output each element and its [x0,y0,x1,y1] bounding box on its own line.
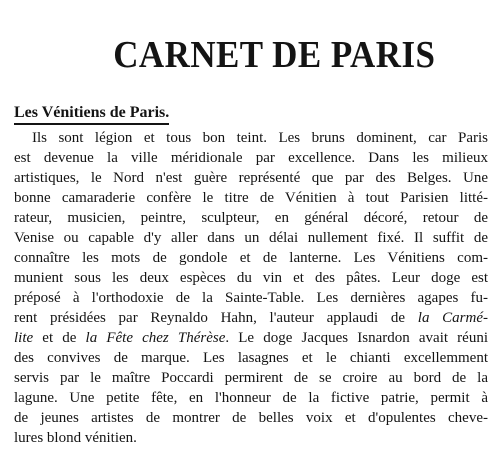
paragraph-line: artistiques, le Nord n'est guère représenté que par des Belges. Une [14,170,488,186]
paragraph-line: Ils sont légion et tous bon teint. Les bruns dominent, car Paris [32,130,488,146]
paragraph-line: préposé à l'orthodoxie de la Sainte-Table. Les dernières agapes fu- [14,290,488,306]
line-text: et de [33,330,86,346]
paragraph-line: lures blond vénitien. [14,430,137,446]
paragraph-line: servis par le maître Poccardi permirent de se croire au bord de la [14,370,488,386]
paragraph-line: rateur, musicien, peintre, sculpteur, en général décoré, retour de [14,210,488,226]
paragraph-line: lagune. Une petite fête, en l'honneur de la fictive patrie, permit à [14,390,488,406]
paragraph-line: munient sous les deux espèces du vin et des pâtes. Leur doge est [14,270,488,286]
page-title: CARNET DE PARIS [113,34,436,76]
paragraph-line [14,328,488,348]
line-text: . Le doge Jacques Isnardon avait réuni [225,330,488,346]
paragraph-line: bonne camaraderie confère le titre de Vénitien à tout Parisien litté- [14,190,488,206]
paragraph-line: Venise ou capable d'y aller dans un délai nullement fixé. Il suffit de [14,230,488,246]
paragraph-line: est devenue la ville méridionale par excellence. Dans les milieux [14,150,488,166]
paragraph-line: connaître les mots de gondole et de lanterne. Les Vénitiens com- [14,250,488,266]
line-text: rent présidées par Reynaldo Hahn, l'auteur applaudi de [14,310,418,326]
section-heading: Les Vénitiens de Paris. [14,104,169,125]
article-paragraph [14,128,488,448]
italic-work-title: lite [14,330,34,346]
paragraph-line: des convives de marque. Les lasagnes et le chianti excellemment [14,350,488,366]
italic-work-title: la Carmé- [417,310,488,326]
paragraph-line: de jeunes artistes de montrer de belles voix et d'opulentes cheve- [14,410,488,426]
italic-work-title: la Fête chez Thérèse [85,330,226,346]
paragraph-line [14,308,488,328]
